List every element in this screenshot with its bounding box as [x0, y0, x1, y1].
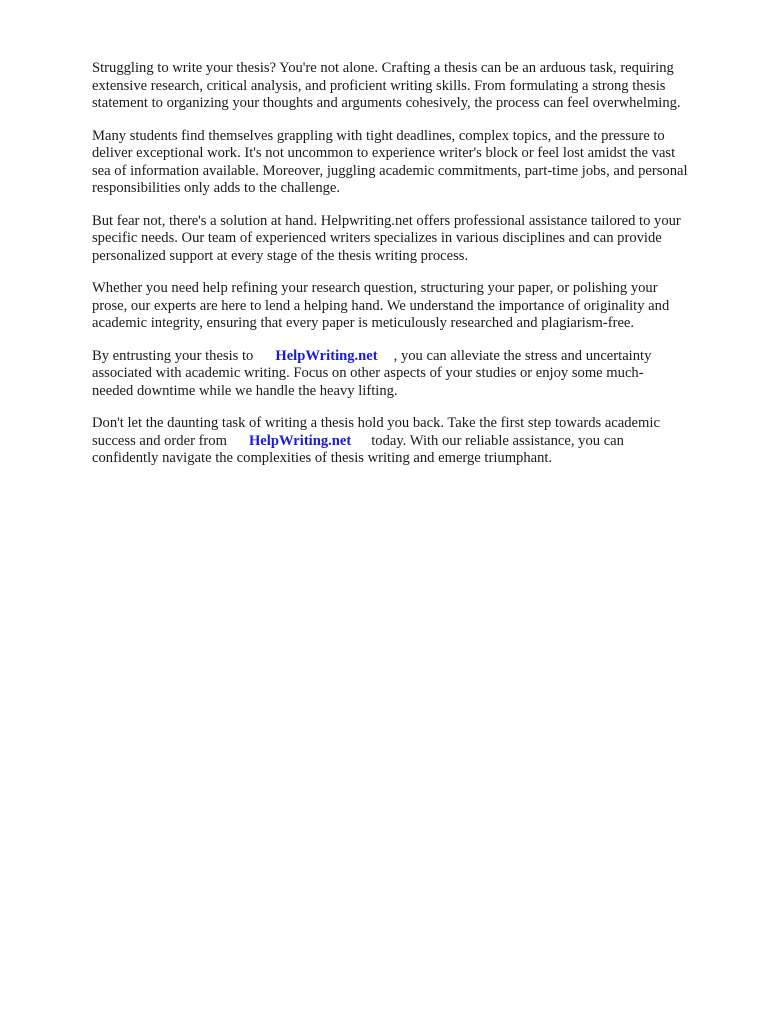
- helpwriting-order-link[interactable]: HelpWriting.net: [248, 432, 352, 449]
- helpwriting-link[interactable]: HelpWriting.net: [275, 347, 378, 364]
- paragraph-challenges: Many students find themselves grappling with tight deadlines, complex topics, and the pressure to deliver exceptional work. It's not uncommon to experience writer's block or feel lost amidst the vast sea of information available. Moreover, juggling academic commitments, part-time jobs, and personal responsibilities only adds to the challenge.: [92, 127, 688, 196]
- paragraph-closing-lead: Don't let the daunting task of writing a thesis hold you back. Take the first step towards academic success and order from: [92, 415, 660, 449]
- paragraph-intro: Struggling to write your thesis? You're not alone. Crafting a thesis can be an arduous task, requiring extensive research, critical analysis, and proficient writing skills. From formulating a strong thesis statement to organizing your thoughts and arguments cohesively, the process can feel overwhelming.: [92, 60, 681, 111]
- paragraph-solution: But fear not, there's a solution at hand. Helpwriting.net offers professional assistance tailored to your specific needs. Our team of experienced writers specializes in various disciplines and can provide personalized support at every stage of the thesis writing process.: [92, 212, 681, 264]
- paragraph-closing: [92, 415, 732, 468]
- paragraph-expertise: Whether you need help refining your research question, structuring your paper, or polishing your prose, our experts are here to lend a helping hand. We understand the importance of originality and academic integrity, ensuring that every paper is meticulously researched and plagiarism-free.: [92, 280, 670, 331]
- paragraph-closing-tail: today. With our reliable assistance, you can confidently navigate the complexities of thesis writing and emerge triumphant.: [92, 432, 624, 466]
- paragraph-entrust: [92, 348, 732, 401]
- paragraph-entrust-tail: , you can alleviate the stress and uncertainty associated with academic writing. Focus on other aspects of your studies or enjoy some much- needed downtime while we handle the heavy lifting.: [92, 347, 652, 399]
- paragraph-entrust-lead: By entrusting your thesis to: [92, 347, 254, 364]
- document-body: [92, 60, 732, 483]
